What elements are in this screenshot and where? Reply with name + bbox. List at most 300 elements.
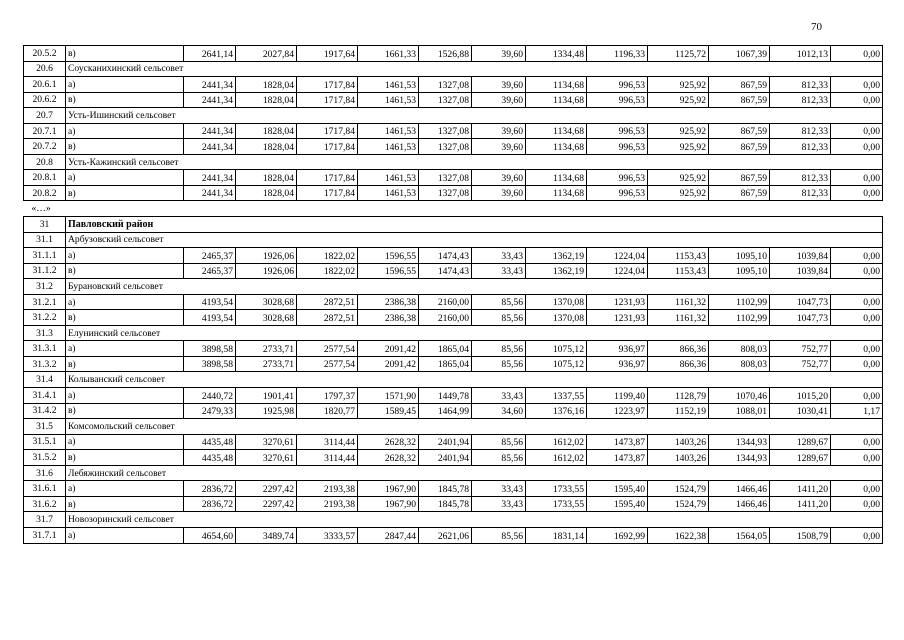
value-cell: 1015,20 <box>770 388 831 404</box>
value-cell: 1717,84 <box>297 170 358 186</box>
value-cell: 1473,87 <box>587 434 648 450</box>
row-code: 31.3.1 <box>24 341 66 357</box>
value-cell: 1362,19 <box>526 248 587 264</box>
row-label: в) <box>66 403 184 419</box>
value-cell: 2628,32 <box>358 434 419 450</box>
value-cell: 3270,61 <box>236 434 297 450</box>
value-cell: 1474,43 <box>419 248 472 264</box>
row-label: в) <box>66 356 184 372</box>
value-cell: 925,92 <box>648 92 709 108</box>
value-cell: 85,56 <box>472 310 526 326</box>
table-row <box>24 170 883 186</box>
section-code: 31.6 <box>24 465 66 481</box>
section-header-row <box>24 325 883 341</box>
value-cell: 1095,10 <box>709 263 770 279</box>
value-cell: 936,97 <box>587 341 648 357</box>
value-cell: 85,56 <box>472 341 526 357</box>
value-cell: 1828,04 <box>236 92 297 108</box>
value-cell: 1134,68 <box>526 139 587 155</box>
row-label: а) <box>66 341 184 357</box>
value-cell: 0,00 <box>831 170 883 186</box>
row-code: 20.8.1 <box>24 170 66 186</box>
value-cell: 1102,99 <box>709 310 770 326</box>
value-cell: 1376,16 <box>526 403 587 419</box>
row-code: 31.4.1 <box>24 388 66 404</box>
row-label: а) <box>66 170 184 186</box>
table-row <box>24 92 883 108</box>
value-cell: 1095,10 <box>709 248 770 264</box>
value-cell: 1362,19 <box>526 263 587 279</box>
value-cell: 1047,73 <box>770 294 831 310</box>
row-label: а) <box>66 527 184 543</box>
value-cell: 1595,40 <box>587 481 648 497</box>
value-cell: 1403,26 <box>648 434 709 450</box>
section-name: Елунинский сельсовет <box>66 325 883 341</box>
value-cell: 812,33 <box>770 170 831 186</box>
section-name: Арбузовский сельсовет <box>66 232 883 248</box>
page-number: 70 <box>811 21 822 33</box>
section-header-row <box>24 61 883 77</box>
row-code: 20.8.2 <box>24 185 66 201</box>
value-cell: 925,92 <box>648 185 709 201</box>
value-cell: 867,59 <box>709 139 770 155</box>
value-cell: 0,00 <box>831 450 883 466</box>
value-cell: 808,03 <box>709 356 770 372</box>
value-cell: 1224,04 <box>587 263 648 279</box>
value-cell: 2441,34 <box>184 92 236 108</box>
value-cell: 1717,84 <box>297 77 358 93</box>
value-cell: 812,33 <box>770 185 831 201</box>
value-cell: 33,43 <box>472 388 526 404</box>
value-cell: 1327,08 <box>419 77 472 93</box>
value-cell: 2160,00 <box>419 310 472 326</box>
row-code: 31.5.1 <box>24 434 66 450</box>
row-code: 31.7.1 <box>24 527 66 543</box>
value-cell: 1125,72 <box>648 46 709 62</box>
row-code: 31.1.1 <box>24 248 66 264</box>
value-cell: 1153,43 <box>648 263 709 279</box>
section-header-row <box>24 232 883 248</box>
value-cell: 0,00 <box>831 185 883 201</box>
value-cell: 1461,53 <box>358 139 419 155</box>
value-cell: 1524,79 <box>648 496 709 512</box>
table-row <box>24 434 883 450</box>
section-code: 20.6 <box>24 61 66 77</box>
section-header-row <box>24 279 883 295</box>
value-cell: 1134,68 <box>526 185 587 201</box>
value-cell: 867,59 <box>709 185 770 201</box>
value-cell: 1231,93 <box>587 310 648 326</box>
table-row <box>24 46 883 62</box>
row-label: в) <box>66 185 184 201</box>
value-cell: 1411,20 <box>770 496 831 512</box>
value-cell: 1820,77 <box>297 403 358 419</box>
value-cell: 925,92 <box>648 170 709 186</box>
value-cell: 1134,68 <box>526 77 587 93</box>
value-cell: 996,53 <box>587 123 648 139</box>
value-cell: 2872,51 <box>297 294 358 310</box>
value-cell: 1524,79 <box>648 481 709 497</box>
value-cell: 2872,51 <box>297 310 358 326</box>
value-cell: 812,33 <box>770 123 831 139</box>
value-cell: 1153,43 <box>648 248 709 264</box>
value-cell: 85,56 <box>472 450 526 466</box>
value-cell: 752,77 <box>770 356 831 372</box>
value-cell: 2441,34 <box>184 185 236 201</box>
section-code: 31 <box>24 217 66 233</box>
value-cell: 1692,99 <box>587 527 648 543</box>
omission-marker: «…» <box>24 201 66 217</box>
value-cell: 1828,04 <box>236 170 297 186</box>
value-cell: 1152,19 <box>648 403 709 419</box>
value-cell: 1845,78 <box>419 496 472 512</box>
section-code: 20.7 <box>24 108 66 124</box>
row-code: 20.6.1 <box>24 77 66 93</box>
value-cell: 996,53 <box>587 92 648 108</box>
tariff-table <box>23 45 883 544</box>
table-row <box>24 77 883 93</box>
value-cell: 1134,68 <box>526 123 587 139</box>
row-code: 20.7.2 <box>24 139 66 155</box>
row-label: а) <box>66 248 184 264</box>
row-label: в) <box>66 496 184 512</box>
value-cell: 0,00 <box>831 527 883 543</box>
value-cell: 1327,08 <box>419 170 472 186</box>
value-cell: 1901,41 <box>236 388 297 404</box>
value-cell: 1327,08 <box>419 92 472 108</box>
value-cell: 1461,53 <box>358 92 419 108</box>
value-cell: 1526,88 <box>419 46 472 62</box>
value-cell: 0,00 <box>831 92 883 108</box>
table-row <box>24 123 883 139</box>
value-cell: 996,53 <box>587 170 648 186</box>
row-label: а) <box>66 294 184 310</box>
row-label: в) <box>66 46 184 62</box>
value-cell: 925,92 <box>648 77 709 93</box>
value-cell: 1845,78 <box>419 481 472 497</box>
value-cell: 1196,33 <box>587 46 648 62</box>
value-cell: 2440,72 <box>184 388 236 404</box>
value-cell: 3028,68 <box>236 294 297 310</box>
value-cell: 1411,20 <box>770 481 831 497</box>
value-cell: 1102,99 <box>709 294 770 310</box>
value-cell: 1828,04 <box>236 123 297 139</box>
value-cell: 1161,32 <box>648 310 709 326</box>
value-cell: 4193,54 <box>184 310 236 326</box>
value-cell: 1564,05 <box>709 527 770 543</box>
value-cell: 752,77 <box>770 341 831 357</box>
value-cell: 996,53 <box>587 77 648 93</box>
table-row <box>24 294 883 310</box>
section-code: 20.8 <box>24 154 66 170</box>
omission-row <box>24 201 883 217</box>
value-cell: 0,00 <box>831 294 883 310</box>
value-cell: 3489,74 <box>236 527 297 543</box>
value-cell: 2836,72 <box>184 481 236 497</box>
value-cell: 2297,42 <box>236 496 297 512</box>
value-cell: 1612,02 <box>526 450 587 466</box>
value-cell: 39,60 <box>472 77 526 93</box>
value-cell: 1461,53 <box>358 185 419 201</box>
section-header-row <box>24 465 883 481</box>
value-cell: 1571,90 <box>358 388 419 404</box>
value-cell: 1030,41 <box>770 403 831 419</box>
value-cell: 2628,32 <box>358 450 419 466</box>
value-cell: 39,60 <box>472 123 526 139</box>
value-cell: 2297,42 <box>236 481 297 497</box>
value-cell: 1733,55 <box>526 481 587 497</box>
value-cell: 0,00 <box>831 434 883 450</box>
value-cell: 1327,08 <box>419 185 472 201</box>
value-cell: 1199,40 <box>587 388 648 404</box>
value-cell: 1589,45 <box>358 403 419 419</box>
section-code: 31.4 <box>24 372 66 388</box>
value-cell: 1926,06 <box>236 263 297 279</box>
value-cell: 1717,84 <box>297 139 358 155</box>
value-cell: 0,00 <box>831 263 883 279</box>
value-cell: 1967,90 <box>358 496 419 512</box>
district-header-row <box>24 217 883 233</box>
row-label: а) <box>66 434 184 450</box>
value-cell: 3028,68 <box>236 310 297 326</box>
row-label: в) <box>66 139 184 155</box>
table-row <box>24 185 883 201</box>
value-cell: 1828,04 <box>236 185 297 201</box>
value-cell: 1622,38 <box>648 527 709 543</box>
value-cell: 2465,37 <box>184 263 236 279</box>
value-cell: 3270,61 <box>236 450 297 466</box>
value-cell: 996,53 <box>587 185 648 201</box>
row-code: 31.5.2 <box>24 450 66 466</box>
value-cell: 2027,84 <box>236 46 297 62</box>
value-cell: 1595,40 <box>587 496 648 512</box>
value-cell: 2441,34 <box>184 139 236 155</box>
value-cell: 85,56 <box>472 356 526 372</box>
value-cell: 1733,55 <box>526 496 587 512</box>
table-row <box>24 450 883 466</box>
value-cell: 1831,14 <box>526 527 587 543</box>
value-cell: 1596,55 <box>358 248 419 264</box>
section-header-row <box>24 154 883 170</box>
row-code: 20.5.2 <box>24 46 66 62</box>
value-cell: 2621,06 <box>419 527 472 543</box>
value-cell: 1070,46 <box>709 388 770 404</box>
value-cell: 0,00 <box>831 46 883 62</box>
row-code: 31.2.2 <box>24 310 66 326</box>
value-cell: 2836,72 <box>184 496 236 512</box>
value-cell: 0,00 <box>831 388 883 404</box>
value-cell: 0,00 <box>831 310 883 326</box>
value-cell: 0,00 <box>831 356 883 372</box>
value-cell: 1334,48 <box>526 46 587 62</box>
value-cell: 808,03 <box>709 341 770 357</box>
value-cell: 4193,54 <box>184 294 236 310</box>
value-cell: 2577,54 <box>297 356 358 372</box>
value-cell: 936,97 <box>587 356 648 372</box>
value-cell: 3898,58 <box>184 356 236 372</box>
value-cell: 2386,38 <box>358 310 419 326</box>
value-cell: 867,59 <box>709 77 770 93</box>
value-cell: 1797,37 <box>297 388 358 404</box>
value-cell: 2091,42 <box>358 356 419 372</box>
value-cell: 1466,46 <box>709 496 770 512</box>
value-cell: 2386,38 <box>358 294 419 310</box>
value-cell: 3898,58 <box>184 341 236 357</box>
value-cell: 1508,79 <box>770 527 831 543</box>
table-row <box>24 496 883 512</box>
value-cell: 33,43 <box>472 496 526 512</box>
value-cell: 85,56 <box>472 434 526 450</box>
value-cell: 2441,34 <box>184 123 236 139</box>
row-code: 31.6.2 <box>24 496 66 512</box>
section-code: 31.7 <box>24 512 66 528</box>
section-code: 31.3 <box>24 325 66 341</box>
table-row <box>24 263 883 279</box>
value-cell: 85,56 <box>472 527 526 543</box>
value-cell: 1967,90 <box>358 481 419 497</box>
value-cell: 1223,97 <box>587 403 648 419</box>
table-row <box>24 481 883 497</box>
section-code: 31.2 <box>24 279 66 295</box>
value-cell: 1473,87 <box>587 450 648 466</box>
value-cell: 1370,08 <box>526 310 587 326</box>
value-cell: 2577,54 <box>297 341 358 357</box>
value-cell: 39,60 <box>472 139 526 155</box>
value-cell: 1925,98 <box>236 403 297 419</box>
value-cell: 1717,84 <box>297 185 358 201</box>
value-cell: 0,00 <box>831 496 883 512</box>
value-cell: 1039,84 <box>770 263 831 279</box>
value-cell: 39,60 <box>472 185 526 201</box>
value-cell: 1134,68 <box>526 170 587 186</box>
section-name: Колыванский сельсовет <box>66 372 883 388</box>
value-cell: 2847,44 <box>358 527 419 543</box>
row-label: а) <box>66 388 184 404</box>
value-cell: 34,60 <box>472 403 526 419</box>
value-cell: 1327,08 <box>419 123 472 139</box>
value-cell: 85,56 <box>472 294 526 310</box>
value-cell: 1822,02 <box>297 248 358 264</box>
value-cell: 0,00 <box>831 248 883 264</box>
section-header-row <box>24 108 883 124</box>
district-name: Павловский район <box>66 217 883 233</box>
value-cell: 4435,48 <box>184 434 236 450</box>
value-cell: 1461,53 <box>358 170 419 186</box>
row-code: 31.6.1 <box>24 481 66 497</box>
section-name: Комсомольский сельсовет <box>66 419 883 435</box>
value-cell: 1039,84 <box>770 248 831 264</box>
value-cell: 925,92 <box>648 139 709 155</box>
value-cell: 1047,73 <box>770 310 831 326</box>
value-cell: 1128,79 <box>648 388 709 404</box>
value-cell: 2401,94 <box>419 450 472 466</box>
value-cell: 1134,68 <box>526 92 587 108</box>
value-cell: 1466,46 <box>709 481 770 497</box>
value-cell: 1,17 <box>831 403 883 419</box>
table-row <box>24 341 883 357</box>
value-cell: 812,33 <box>770 77 831 93</box>
row-label: в) <box>66 92 184 108</box>
value-cell: 1612,02 <box>526 434 587 450</box>
value-cell: 2733,71 <box>236 356 297 372</box>
value-cell: 1231,93 <box>587 294 648 310</box>
value-cell: 1075,12 <box>526 341 587 357</box>
section-code: 31.5 <box>24 419 66 435</box>
value-cell: 1337,55 <box>526 388 587 404</box>
value-cell: 996,53 <box>587 139 648 155</box>
table-row <box>24 527 883 543</box>
row-label: в) <box>66 263 184 279</box>
value-cell: 39,60 <box>472 170 526 186</box>
row-code: 20.6.2 <box>24 92 66 108</box>
row-code: 31.1.2 <box>24 263 66 279</box>
value-cell: 2733,71 <box>236 341 297 357</box>
value-cell: 1461,53 <box>358 123 419 139</box>
value-cell: 33,43 <box>472 248 526 264</box>
row-label: в) <box>66 310 184 326</box>
table-row <box>24 248 883 264</box>
value-cell: 4654,60 <box>184 527 236 543</box>
value-cell: 39,60 <box>472 46 526 62</box>
value-cell: 867,59 <box>709 92 770 108</box>
value-cell: 1449,78 <box>419 388 472 404</box>
value-cell: 2441,34 <box>184 77 236 93</box>
row-label: а) <box>66 123 184 139</box>
table-row <box>24 388 883 404</box>
value-cell: 0,00 <box>831 481 883 497</box>
value-cell: 0,00 <box>831 123 883 139</box>
row-code: 31.3.2 <box>24 356 66 372</box>
value-cell: 866,36 <box>648 341 709 357</box>
value-cell: 2465,37 <box>184 248 236 264</box>
table-row <box>24 139 883 155</box>
value-cell: 1661,33 <box>358 46 419 62</box>
value-cell: 3114,44 <box>297 434 358 450</box>
value-cell: 2641,14 <box>184 46 236 62</box>
section-code: 31.1 <box>24 232 66 248</box>
value-cell: 1865,04 <box>419 341 472 357</box>
value-cell: 2193,38 <box>297 481 358 497</box>
value-cell: 0,00 <box>831 139 883 155</box>
section-header-row <box>24 512 883 528</box>
value-cell: 867,59 <box>709 170 770 186</box>
section-header-row <box>24 419 883 435</box>
row-code: 31.2.1 <box>24 294 66 310</box>
table-body <box>24 46 883 544</box>
value-cell: 1917,64 <box>297 46 358 62</box>
value-cell: 1161,32 <box>648 294 709 310</box>
value-cell: 1717,84 <box>297 92 358 108</box>
value-cell: 2479,33 <box>184 403 236 419</box>
value-cell: 1012,13 <box>770 46 831 62</box>
value-cell: 1289,67 <box>770 434 831 450</box>
table-row <box>24 356 883 372</box>
row-code: 31.4.2 <box>24 403 66 419</box>
value-cell: 812,33 <box>770 92 831 108</box>
value-cell: 1865,04 <box>419 356 472 372</box>
value-cell: 3333,57 <box>297 527 358 543</box>
value-cell: 1822,02 <box>297 263 358 279</box>
section-name: Лебяжинский сельсовет <box>66 465 883 481</box>
value-cell: 2160,00 <box>419 294 472 310</box>
row-label: в) <box>66 450 184 466</box>
section-name: Бурановский сельсовет <box>66 279 883 295</box>
value-cell: 1075,12 <box>526 356 587 372</box>
section-name: Усть-Кажинский сельсовет <box>66 154 883 170</box>
value-cell: 1224,04 <box>587 248 648 264</box>
value-cell: 1828,04 <box>236 77 297 93</box>
value-cell: 33,43 <box>472 481 526 497</box>
